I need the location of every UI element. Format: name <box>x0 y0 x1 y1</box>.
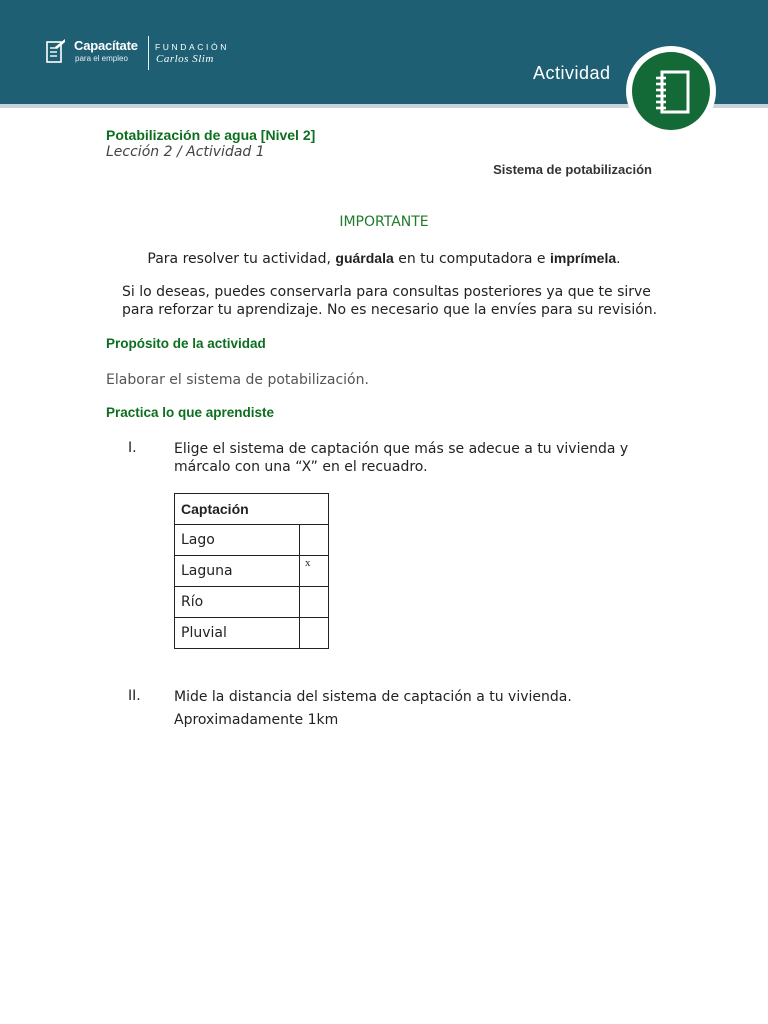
badge-circle <box>632 52 710 130</box>
row-label: Río <box>175 587 300 618</box>
row-label: Lago <box>175 525 300 556</box>
row-label: Laguna <box>175 556 300 587</box>
item-numeral-2: II. <box>128 688 141 704</box>
checkbox-cell[interactable] <box>300 587 329 618</box>
instruction-save: guárdala <box>335 250 394 266</box>
instruction-print: imprímela <box>550 250 617 266</box>
instruction-mid: en tu computadora e <box>393 251 550 267</box>
checklist-icon <box>46 38 66 64</box>
practice-heading: Practica lo que aprendiste <box>106 405 275 420</box>
logo-main-text: Capacítate <box>74 38 138 53</box>
notebook-icon <box>653 69 691 115</box>
instruction-line <box>0 249 768 268</box>
captacion-table <box>174 493 329 649</box>
table-row <box>175 587 329 618</box>
item-numeral-1: I. <box>128 440 137 456</box>
section-label: Actividad <box>533 63 611 83</box>
item-text-2: Mide la distancia del sistema de captación a tu vivienda. <box>174 689 572 705</box>
document-title: Potabilización de agua [Nivel 2] <box>106 127 316 143</box>
row-label: Pluvial <box>175 618 300 649</box>
purpose-heading: Propósito de la actividad <box>106 336 266 351</box>
table-row <box>175 525 329 556</box>
note-line-1: Si lo deseas, puedes conservarla para consultas posteriores ya que te sirve <box>122 284 651 300</box>
foundation-signature: Carlos Slim <box>156 53 214 65</box>
checkbox-cell[interactable] <box>300 618 329 649</box>
table-header: Captación <box>175 494 329 525</box>
topic-label: Sistema de potabilización <box>493 162 652 177</box>
item-text-1a: Elige el sistema de captación que más se adecue a tu vivienda y <box>174 441 629 457</box>
instruction-end: . <box>616 251 621 267</box>
logo-sub-text: para el empleo <box>75 54 128 63</box>
item-text-1b: márcalo con una “X” en el recuadro. <box>174 459 428 475</box>
table-row <box>175 556 329 587</box>
important-heading: IMPORTANTE <box>339 214 429 230</box>
checkbox-cell[interactable] <box>300 525 329 556</box>
checkbox-cell[interactable]: x <box>300 556 329 587</box>
activity-badge <box>626 46 716 136</box>
instruction-pre: Para resolver tu actividad, <box>147 251 336 267</box>
item-answer-2: Aproximadamente 1km <box>174 712 339 728</box>
logo-divider <box>148 36 149 70</box>
table-row <box>175 618 329 649</box>
purpose-text: Elaborar el sistema de potabilización. <box>106 372 369 388</box>
note-line-2: para reforzar tu aprendizaje. No es necesario que la envíes para su revisión. <box>122 302 658 318</box>
lesson-label: Lección 2 / Actividad 1 <box>106 144 265 160</box>
foundation-label: FUNDACIÓN <box>155 42 229 52</box>
table-header-row <box>175 494 329 525</box>
